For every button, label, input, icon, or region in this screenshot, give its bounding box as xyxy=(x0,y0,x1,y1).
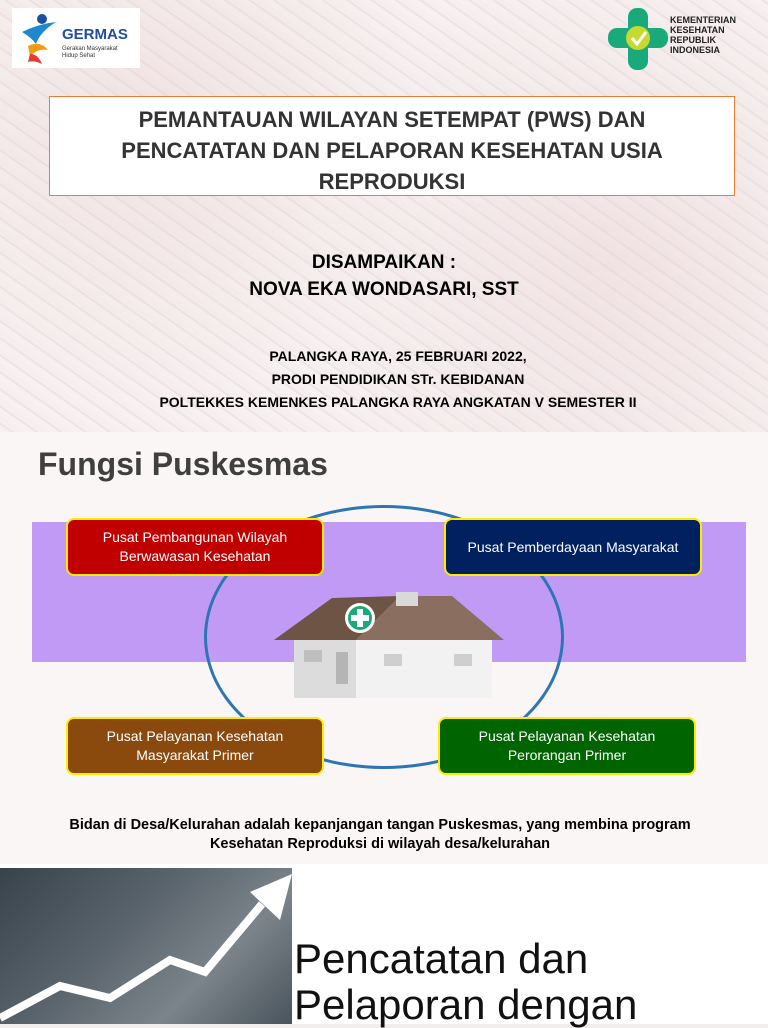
growth-arrow-photo xyxy=(0,868,292,1024)
title-line-3: REPRODUKSI xyxy=(318,169,466,194)
germas-logo xyxy=(12,8,140,68)
title-slide xyxy=(0,0,768,432)
germas-brand: GERMAS xyxy=(62,26,128,43)
function-empowerment-center xyxy=(444,518,702,576)
study-program: PRODI PENDIDIKAN STr. KEBIDANAN xyxy=(271,371,525,387)
rising-arrow-icon xyxy=(0,868,292,1024)
function-1-line-2: Berwawasan Kesehatan xyxy=(119,548,271,564)
presented-by-label: DISAMPAIKAN : xyxy=(311,252,457,273)
slide-title: Fungsi Puskesmas xyxy=(38,446,328,482)
function-development-center xyxy=(66,518,324,576)
caption-line-1: Bidan di Desa/Kelurahan adalah kepanjangan tangan Puskesmas, yang membina program xyxy=(69,817,691,833)
kemenkes-logo xyxy=(606,4,760,72)
kemenkes-line-2: KESEHATAN xyxy=(670,25,725,35)
title-line-2: PENCATATAN DAN PELAPORAN KESEHATAN USIA xyxy=(121,138,663,163)
function-1-line-1: Pusat Pembangunan Wilayah xyxy=(102,529,288,545)
function-4-line-1: Pusat Pelayanan Kesehatan xyxy=(478,728,656,744)
kemenkes-line-3: REPUBLIK xyxy=(670,35,717,45)
function-community-service-center xyxy=(66,717,324,775)
title-box xyxy=(49,96,735,196)
caption-line-2: Kesehatan Reproduksi di wilayah desa/kelurahan xyxy=(209,836,551,852)
function-3-line-1: Pusat Pelayanan Kesehatan xyxy=(106,728,284,744)
function-4-line-2: Perorangan Primer xyxy=(507,747,627,763)
germas-tagline-1: Gerakan Masyarakat xyxy=(62,46,118,52)
presentation-title xyxy=(50,97,734,197)
germas-tagline xyxy=(62,46,132,60)
kemenkes-emblem-icon xyxy=(608,6,670,72)
institution: POLTEKKES KEMENKES PALANGKA RAYA ANGKATAN V SEMESTER II xyxy=(159,394,637,410)
slide-3-title-line-1: Pencatatan dan xyxy=(294,935,589,982)
puskesmas-house-icon xyxy=(272,590,508,702)
functions-slide xyxy=(0,432,768,864)
slide-3-title-line-2: Pelaporan dengan xyxy=(294,981,638,1028)
slide-3-title xyxy=(294,936,637,1028)
function-2-line-1: Pusat Pemberdayaan Masyarakat xyxy=(467,538,679,555)
function-individual-service-center xyxy=(438,717,696,775)
germas-tagline-2: Hidup Sehat xyxy=(62,53,96,59)
title-line-1: PEMANTAUAN WILAYAN SETEMPAT (PWS) DAN xyxy=(138,107,646,132)
germas-figure-icon xyxy=(14,10,62,68)
kemenkes-line-4: INDONESIA xyxy=(670,45,721,55)
kemenkes-name xyxy=(670,15,736,55)
presenter-name: NOVA EKA WONDASARI, SST xyxy=(249,279,519,300)
function-3-line-2: Masyarakat Primer xyxy=(136,747,254,763)
reporting-slide xyxy=(0,864,768,1028)
kemenkes-line-1: KEMENTERIAN xyxy=(670,15,737,25)
place-date: PALANGKA RAYA, 25 FEBRUARI 2022, xyxy=(269,348,527,364)
